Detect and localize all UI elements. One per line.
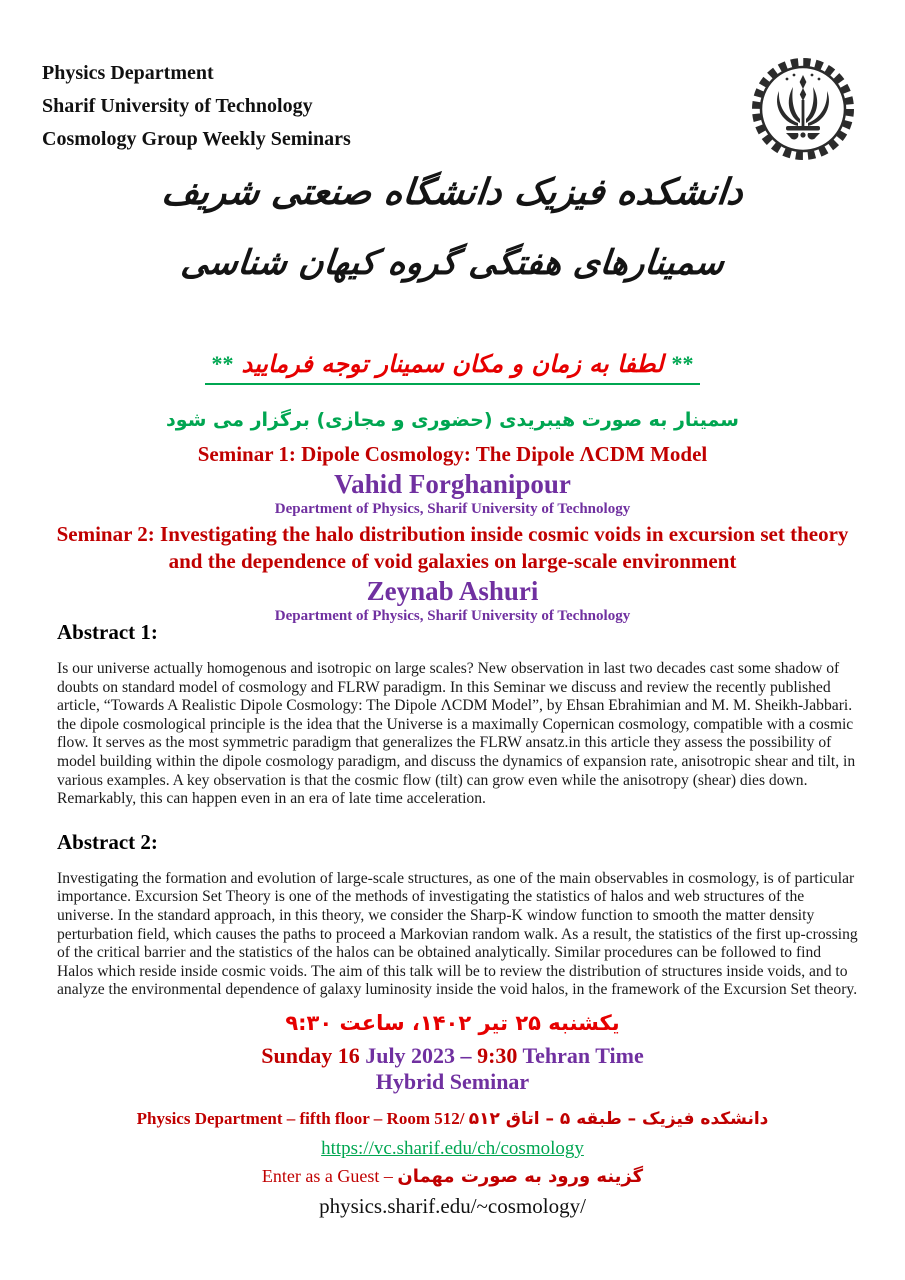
notice-stars-left: ** — [211, 351, 234, 376]
calligraphy-seminars-line: سمینارهای هفتگی گروه کیهان شناسی — [179, 243, 726, 283]
notice-stars-right: ** — [671, 351, 694, 376]
attention-notice — [0, 350, 905, 385]
vc-link-row — [0, 1131, 905, 1160]
abstract-1-text: Is our universe actually homogenous and isotropic on large scales? New observation in last two decades cast some shadow of doubts on standard model of cosmology and FLRW paradigm. In this Seminar we discuss and review the recently published article, “Towards A Realistic Dipole Cosmology: The Dipole ΛCDM Model”, by Ehsan Ebrahimian and M. M. Sheikh-Jabbari. the dipole cosmological principle is the idea that the Universe is a maximally Copernican cosmology, compatible with a cosmic flow. It serves as the most symmetric paradigm that generalizes the FLRW ansatz.in this article they assess the possibility of model building within the dipole cosmology paradigm, and discuss the dynamics of expansion rate, anisotropic shear and tilt, in various examples. A key observation is that the cosmic flow (tilt) can grow even while the anisotropy (shear) dies down. Remarkably, this can happen even in an era of late time acceleration. — [57, 660, 856, 808]
university-header — [42, 57, 351, 156]
date-timezone: Tehran Time — [517, 1043, 644, 1068]
seminars-block — [0, 441, 905, 625]
calligraphy-department-line: دانشکده فیزیک دانشگاه صنعتی شریف — [159, 172, 746, 213]
seminar-2-affiliation: Department of Physics, Sharif University of Technology — [274, 608, 631, 624]
date-english — [0, 1043, 905, 1069]
header-department: Physics Department — [42, 62, 214, 84]
header-university: Sharif University of Technology — [42, 95, 313, 117]
persian-calligraphy — [0, 172, 905, 283]
header-seminar-series: Cosmology Group Weekly Seminars — [42, 128, 351, 150]
abstract-2-text: Investigating the formation and evolution of large-scale structures, as one of the main observables in cosmology, is of particular importance. Excursion Set Theory is one of the methods of investigating the statistics of halos and web structures of the universe. In the standard approach, in this theory, we consider the Sharp-K window function to smooth the matter density perturbation field, which causes the paths to proceed a Markovian random walk. As a result, the statistics of the first up-crossing of the critical barrier and the statistics of the halos can be obtained analytically. Similar procedures can be followed to find Halos which reside inside cosmic voids. The aim of this talk will be to review the distribution of structures inside voids, and to analyze the environmental dependence of galaxy luminosity inside the void halos, in the framework of the Excursion Set theory. — [57, 869, 858, 999]
guest-entry-line — [0, 1166, 905, 1187]
seminar-1-title: Seminar 1: Dipole Cosmology: The Dipole ΛCDM Model — [197, 442, 708, 466]
date-time: 9:30 — [477, 1043, 518, 1068]
notice-text: لطفا به زمان و مکان سمینار توجه فرمایید — [241, 350, 664, 378]
seminar-1-speaker: Vahid Forghanipour — [334, 469, 571, 499]
cosmology-website-url: physics.sharif.edu/~cosmology/ — [319, 1194, 586, 1218]
abstracts-section — [57, 620, 861, 1000]
seminar-2-title: Seminar 2: Investigating the halo distribution inside cosmic voids in excursion set theory and the dependence of void galaxies on large-scale environment — [56, 522, 849, 573]
location-line — [0, 1107, 905, 1131]
seminar-1-affiliation: Department of Physics, Sharif University of Technology — [274, 501, 631, 517]
schedule-block — [0, 1008, 905, 1219]
attention-notice-underline — [205, 350, 699, 385]
guest-entry-persian: گزینه ورود به صورت مهمان — [397, 1166, 644, 1187]
guest-entry-english: Enter as a Guest – — [261, 1166, 398, 1186]
seminar-2-speaker: Zeynab Ashuri — [366, 576, 539, 606]
seminar-mode: Hybrid Seminar — [375, 1069, 530, 1094]
location-persian: دانشکده فیزیک – طبقه ۵ – اتاق ۵۱۲ — [468, 1109, 769, 1129]
date-persian: یکشنبه ۲۵ تیر ۱۴۰۲، ساعت ۹:۳۰ — [285, 1011, 620, 1035]
date-month-year: July 2023 – — [359, 1043, 478, 1068]
abstract-2-heading: Abstract 2: — [57, 829, 158, 854]
abstract-1-heading: Abstract 1: — [57, 620, 158, 644]
vc-room-link[interactable]: https://vc.sharif.edu/ch/cosmology — [321, 1138, 584, 1159]
hybrid-format-note: سمینار به صورت هیبریدی (حضوری و مجازی) برگزار می شود — [166, 409, 739, 431]
sharif-university-logo-icon — [746, 54, 860, 164]
location-english: Physics Department – fifth floor – Room 512/ — [136, 1109, 465, 1128]
date-day: Sunday 16 — [261, 1043, 360, 1068]
